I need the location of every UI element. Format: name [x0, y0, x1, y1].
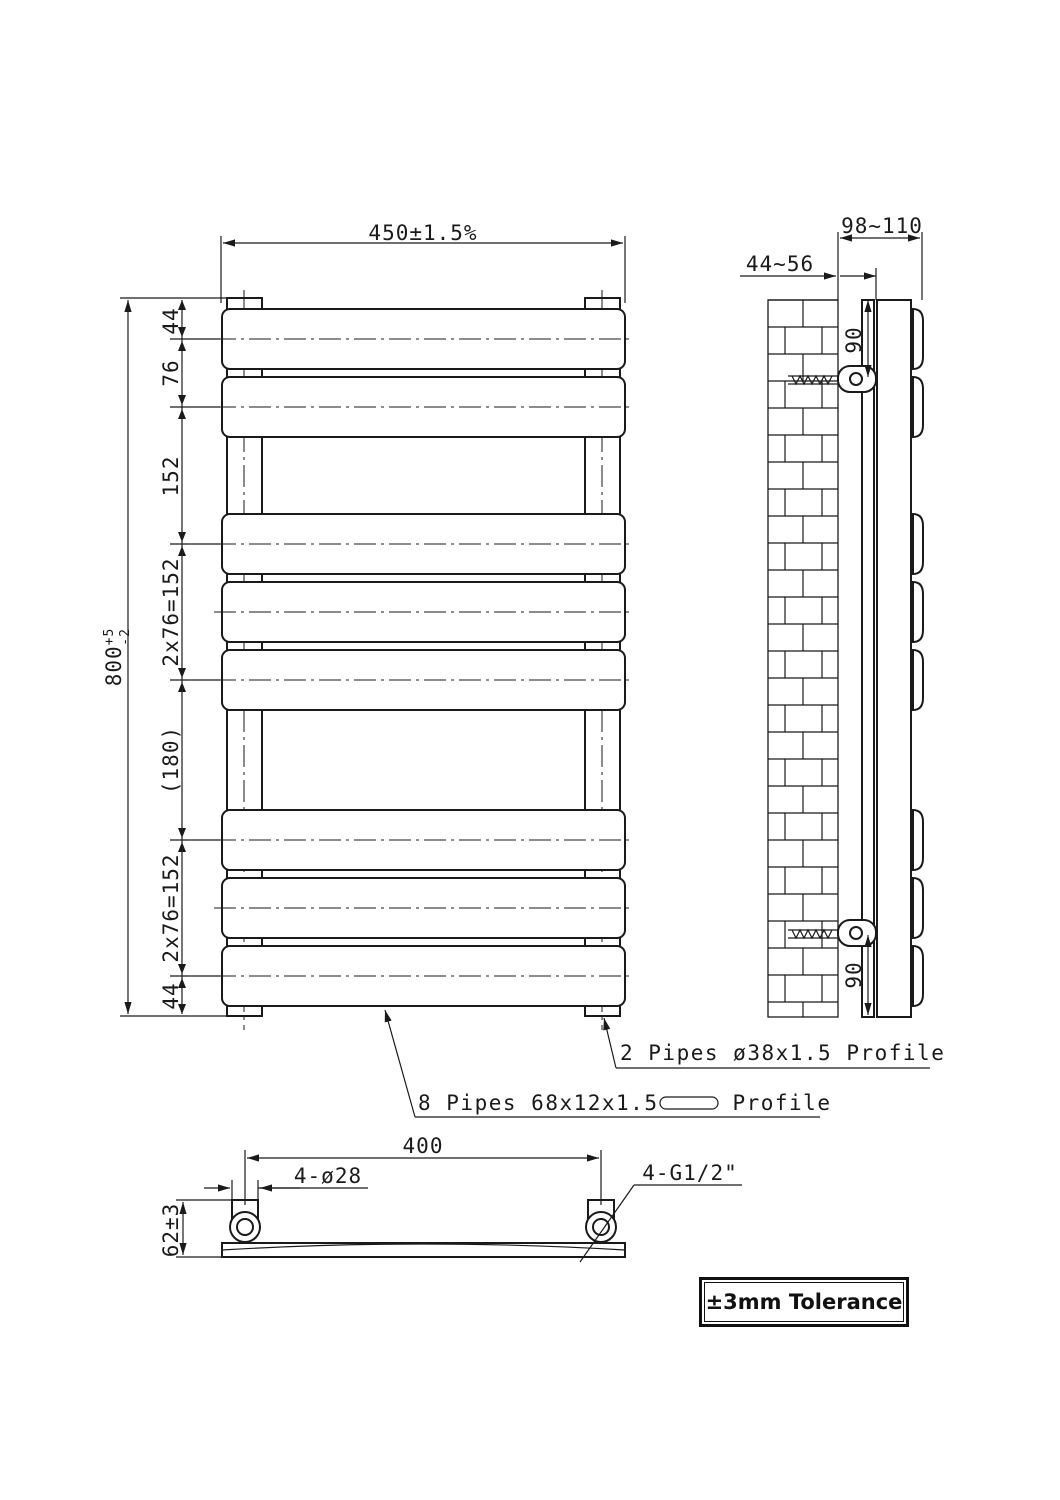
side-view	[740, 214, 923, 1017]
bracket-top-label: 90	[842, 326, 866, 354]
pipe-diameter-label: 4-ø28	[293, 1164, 363, 1188]
pipe-diameter-dimension	[204, 1164, 368, 1200]
flat-profile-icon	[660, 1097, 718, 1109]
segment-label-gap: (180)	[159, 725, 183, 795]
width-dimension	[221, 221, 625, 303]
tolerance-label: ±3mm Tolerance	[705, 1290, 903, 1314]
bracket-bottom-label: 90	[842, 961, 866, 989]
wall-gap-label: 44~56	[745, 252, 815, 276]
width-label: 450±1.5%	[368, 221, 478, 245]
segment-label-bottom: 44	[159, 982, 183, 1010]
centres-label: 400	[402, 1134, 444, 1158]
plan-view	[159, 1134, 742, 1262]
segment-label-76: 76	[159, 359, 183, 387]
front-view	[102, 221, 632, 1030]
side-fin	[913, 650, 923, 710]
segment-dimension-chain	[159, 300, 220, 1014]
flat-bar	[214, 810, 632, 870]
flat-bar	[214, 377, 632, 437]
side-fin	[913, 514, 923, 574]
height-lower-tolerance: -2	[118, 628, 133, 646]
side-fins	[913, 309, 923, 1006]
flat-bar	[214, 309, 632, 369]
brick-wall	[768, 300, 838, 1017]
side-fin	[913, 878, 923, 938]
depth-dimension	[838, 214, 923, 300]
plan-height-label: 62±3	[159, 1202, 183, 1258]
side-fin	[913, 810, 923, 870]
tolerance-box	[699, 1277, 909, 1327]
segment-label-152: 152	[159, 455, 183, 497]
wall-gap-dimension	[740, 252, 876, 300]
side-fin	[913, 946, 923, 1006]
flat-bar	[214, 878, 632, 938]
vertical-pipes-callout	[604, 1018, 945, 1068]
segment-label-top: 44	[159, 307, 183, 335]
flat-bar	[214, 582, 632, 642]
depth-label: 98~110	[841, 214, 923, 238]
side-fin	[913, 582, 923, 642]
segment-label-group-1: 2x76=152	[159, 557, 183, 667]
flat-bar	[214, 946, 632, 1006]
connection-label: 4-G1/2"	[642, 1161, 738, 1185]
flat-bar	[214, 650, 632, 710]
side-fin	[913, 309, 923, 369]
radiator-profile	[862, 300, 911, 1017]
height-upper-tolerance: +5	[102, 627, 117, 646]
flat-bar	[214, 514, 632, 574]
vertical-pipes-label: 2 Pipes ø38x1.5 Profile	[620, 1041, 946, 1065]
segment-label-group-2: 2x76=152	[159, 853, 183, 963]
flat-bars-label: 8 Pipes 68x12x1.5 Profile	[418, 1091, 832, 1115]
height-base: 800	[102, 645, 126, 687]
side-fin	[913, 377, 923, 437]
